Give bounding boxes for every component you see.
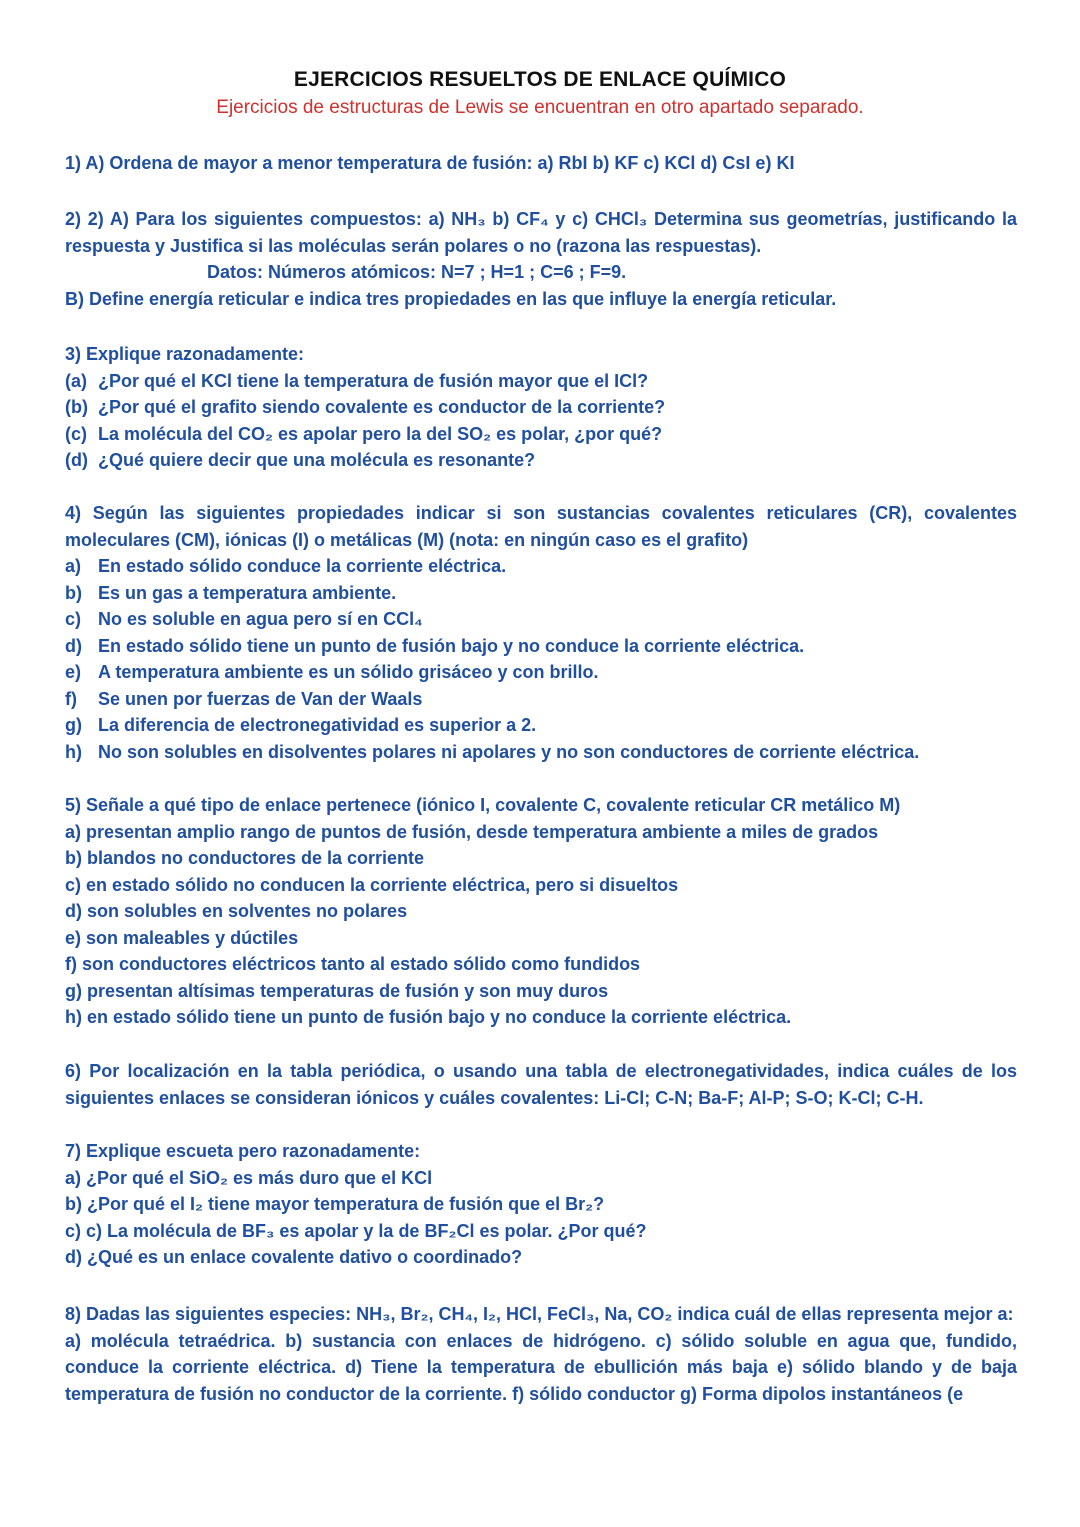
list-item: e) son maleables y dúctiles — [65, 927, 299, 948]
exercise-6 — [65, 1058, 1017, 1111]
list-item: c) en estado sólido no conducen la corriente eléctrica, pero si disueltos — [65, 874, 679, 895]
exercise-7 — [65, 1138, 1017, 1271]
exercise-3-list — [65, 368, 1017, 474]
exercise-4 — [65, 500, 1017, 765]
list-item: b) Es un gas a temperatura ambiente. — [65, 582, 397, 603]
list-item: (b) ¿Por qué el grafito siendo covalente es conductor de la corriente? — [65, 397, 666, 417]
list-item: a) En estado sólido conduce la corriente eléctrica. — [65, 556, 507, 576]
list-item: d) son solubles en solventes no polares — [65, 901, 408, 921]
list-item: h) en estado sólido tiene un punto de fusión bajo y no conduce la corriente eléctrica. — [65, 1007, 792, 1027]
exercise-1 — [65, 150, 1017, 177]
document-subtitle: Ejercicios de estructuras de Lewis se encuentran en otro apartado separado. — [216, 97, 864, 118]
exercise-5 — [65, 792, 1017, 1031]
list-item: d) En estado sólido tiene un punto de fusión bajo y no conduce la corriente eléctrica. — [65, 635, 805, 656]
list-item: g) La diferencia de electronegatividad es superior a 2. — [65, 715, 537, 735]
exercise-2-part-a: 2) 2) A) Para los siguientes compuestos: a) NH₃ b) CF₄ y c) CHCl₃ Determina sus geometrías, justificando la respuesta y Justifica si las moléculas serán polares o no (razona las respuestas). — [65, 209, 1017, 256]
exercise-6-text: 6) Por localización en la tabla periódica, o usando una tabla de electronegatividades, indica cuáles de los siguientes enlaces se consideran iónicos y cuáles covalentes: Li-Cl; C-N; Ba-F; Al-P; S-O; K-Cl; C-H. — [65, 1061, 1017, 1108]
list-item: g) presentan altísimas temperaturas de fusión y son muy duros — [65, 980, 609, 1001]
list-item: b) blandos no conductores de la corriente — [65, 848, 425, 868]
exercise-8 — [65, 1301, 1017, 1407]
list-item: d) ¿Qué es un enlace covalente dativo o coordinado? — [65, 1247, 523, 1267]
list-item: h) No son solubles en disolventes polares ni apolares y no son conductores de corriente eléctrica. — [65, 741, 920, 762]
list-item: a) presentan amplio rango de puntos de fusión, desde temperatura ambiente a miles de grados — [65, 821, 879, 842]
exercise-8-body: a) molécula tetraédrica. b) sustancia con enlaces de hidrógeno. c) sólido soluble en agua que, fundido, conduce la corriente eléctrica. d) Tiene la temperatura de ebullición más baja e) sólido blando y de baja temperatura de fusión no conductor de la corriente. f) sólido conductor g) Forma dipolos instantáneos (e — [65, 1330, 1017, 1404]
list-item: (c) La molécula del CO₂ es apolar pero la del SO₂ es polar, ¿por qué? — [65, 423, 663, 444]
exercise-7-header: 7) Explique escueta pero razonadamente: — [65, 1141, 421, 1161]
list-item: c) c) La molécula de BF₃ es apolar y la de BF₂Cl es polar. ¿Por qué? — [65, 1220, 647, 1241]
exercise-2-part-b: B) Define energía reticular e indica tres propiedades en las que influye la energía reticular. — [65, 288, 837, 309]
exercise-3-header: 3) Explique razonadamente: — [65, 344, 305, 364]
exercise-4-list — [65, 553, 1017, 765]
list-item: (a) ¿Por qué el KCl tiene la temperatura de fusión mayor que el ICl? — [65, 370, 649, 391]
list-item: c) No es soluble en agua pero sí en CCl₄ — [65, 609, 423, 629]
exercise-4-header: 4) Según las siguientes propiedades indicar si son sustancias covalentes reticulares (CR), covalentes moleculares (CM), iónicas (I) o metálicas (M) (nota: en ningún caso es el grafito) — [65, 503, 1017, 550]
document-title: EJERCICIOS RESUELTOS DE ENLACE QUÍMICO — [293, 68, 787, 91]
exercise-8-header: 8) Dadas las siguientes especies: NH₃, Br₂, CH₄, I₂, HCl, FeCl₃, Na, CO₂ indica cuál de ellas representa mejor a: — [65, 1304, 1014, 1324]
list-item: f) Se unen por fuerzas de Van der Waals — [65, 688, 423, 709]
list-item: e) A temperatura ambiente es un sólido grisáceo y con brillo. — [65, 662, 599, 682]
exercise-2 — [65, 206, 1017, 312]
exercise-5-header: 5) Señale a qué tipo de enlace pertenece (iónico I, covalente C, covalente reticular CR metálico M) — [65, 795, 901, 815]
list-item: (d) ¿Qué quiere decir que una molécula es resonante? — [65, 450, 536, 470]
exercise-1-text: 1) A) Ordena de mayor a menor temperatura de fusión: a) RbI b) KF c) KCl d) CsI e) KI — [65, 153, 795, 173]
list-item: b) ¿Por qué el I₂ tiene mayor temperatura de fusión que el Br₂? — [65, 1194, 605, 1214]
exercise-3 — [65, 341, 1017, 474]
list-item: f) son conductores eléctricos tanto al estado sólido como fundidos — [65, 954, 641, 974]
list-item: a) ¿Por qué el SiO₂ es más duro que el KCl — [65, 1167, 433, 1188]
exercise-2-datos: Datos: Números atómicos: N=7 ; H=1 ; C=6 ; F=9. — [207, 262, 627, 282]
